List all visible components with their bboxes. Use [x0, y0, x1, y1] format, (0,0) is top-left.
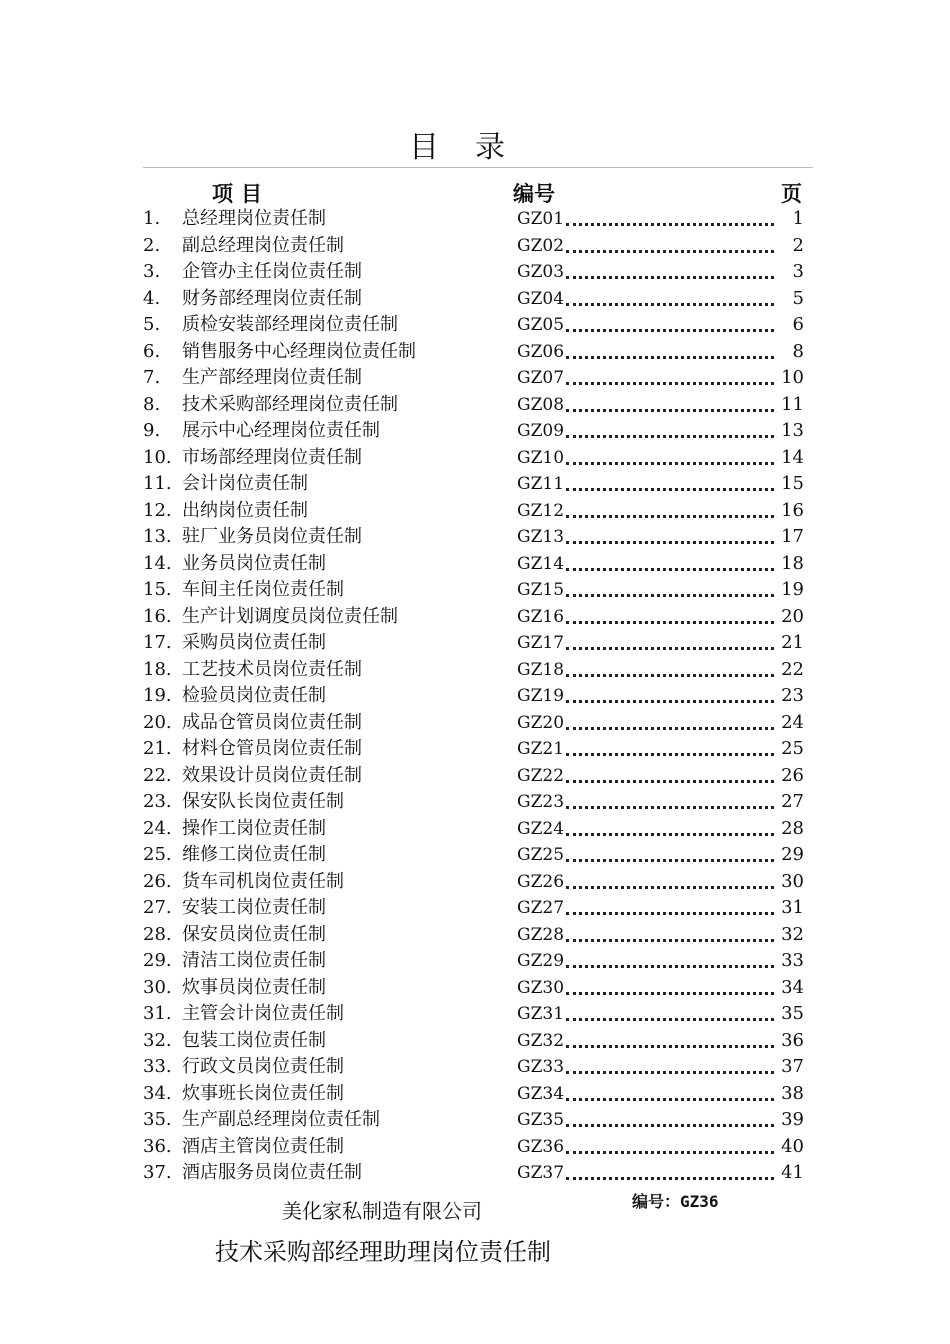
toc-entry-name: 质检安装部经理岗位责任制 — [182, 314, 398, 335]
toc-entry-page: 26 — [781, 764, 804, 786]
toc-entry-code: GZ10 — [517, 447, 565, 468]
toc-entry-name: 清洁工岗位责任制 — [182, 950, 326, 971]
toc-entry-leader — [566, 1071, 774, 1074]
toc-entry-number: 24. — [143, 817, 172, 839]
toc-entry-name: 安装工岗位责任制 — [182, 897, 326, 918]
document-code: 编号：GZ36 — [632, 1192, 719, 1211]
toc-entry[interactable] — [0, 869, 950, 896]
toc-entry-leader — [566, 621, 774, 624]
toc-entry-code: GZ26 — [517, 871, 565, 892]
toc-entry-page: 6 — [792, 314, 804, 335]
toc-entry-number: 2. — [143, 234, 161, 256]
toc-entry-code: GZ25 — [517, 845, 565, 865]
toc-entry-number: 1. — [143, 208, 161, 229]
toc-entry-page: 11 — [781, 393, 804, 415]
toc-entry-page: 3 — [792, 261, 804, 282]
toc-entry-name: 成品仓管员岗位责任制 — [182, 711, 362, 733]
toc-entry-code: GZ31 — [517, 1004, 565, 1024]
toc-entry-name: 市场部经理岗位责任制 — [182, 446, 362, 468]
toc-entry-code: GZ22 — [517, 765, 565, 786]
toc-entry[interactable] — [0, 630, 950, 657]
toc-entry-page: 5 — [792, 287, 804, 309]
toc-entry-code: GZ02 — [517, 235, 565, 256]
toc-entry-code: GZ12 — [517, 500, 565, 521]
toc-entry-leader — [566, 488, 774, 491]
toc-entry-leader — [566, 1151, 774, 1154]
document-title: 技术采购部经理助理岗位责任制 — [215, 1238, 551, 1266]
toc-entry-number: 25. — [143, 844, 172, 865]
toc-entry-page: 23 — [781, 685, 804, 706]
toc-entry-number: 29. — [143, 950, 172, 971]
toc-entry-code: GZ27 — [517, 898, 565, 918]
toc-entry-leader — [566, 1098, 774, 1101]
toc-entry-name: 技术采购部经理岗位责任制 — [182, 393, 398, 415]
toc-entry-page: 39 — [781, 1109, 804, 1130]
toc-entry[interactable] — [0, 551, 950, 578]
toc-entry-code: GZ32 — [517, 1030, 565, 1051]
toc-entry-number: 21. — [143, 738, 172, 759]
header-item: 项目 — [212, 182, 270, 206]
toc-entry-page: 16 — [781, 499, 804, 521]
toc-entry-leader — [566, 806, 774, 809]
toc-entry[interactable] — [0, 1001, 950, 1028]
toc-entry-name: 材料仓管员岗位责任制 — [182, 738, 362, 759]
toc-entry-leader — [566, 1124, 774, 1127]
toc-entry-number: 36. — [143, 1135, 172, 1157]
toc-entry-number: 32. — [143, 1029, 172, 1051]
toc-entry-name: 保安队长岗位责任制 — [182, 791, 344, 812]
toc-entry-code: GZ30 — [517, 977, 565, 998]
toc-entry-leader — [566, 594, 774, 597]
toc-entry[interactable] — [0, 789, 950, 816]
toc-entry-number: 15. — [143, 579, 172, 600]
toc-entry-name: 生产部经理岗位责任制 — [182, 367, 362, 388]
toc-entry-leader — [566, 223, 774, 226]
toc-entry-code: GZ29 — [517, 951, 565, 971]
toc-entry-name: 维修工岗位责任制 — [182, 844, 326, 865]
header-page: 页 — [781, 182, 802, 206]
toc-entry[interactable] — [0, 1134, 950, 1161]
toc-entry-number: 27. — [143, 897, 172, 918]
toc-entry-number: 12. — [143, 499, 172, 521]
toc-entry-number: 22. — [143, 764, 172, 786]
toc-entry[interactable] — [0, 524, 950, 551]
toc-entry-leader — [566, 965, 774, 968]
toc-entry-number: 3. — [143, 261, 161, 282]
toc-entry[interactable] — [0, 233, 950, 260]
toc-entry[interactable] — [0, 1107, 950, 1134]
toc-entry-number: 30. — [143, 976, 172, 998]
toc-entry-name: 行政文员岗位责任制 — [182, 1056, 344, 1077]
toc-entry-number: 11. — [143, 473, 172, 494]
toc-entry-number: 18. — [143, 658, 172, 680]
toc-entry-name: 炊事员岗位责任制 — [182, 976, 326, 998]
toc-entry[interactable] — [0, 895, 950, 922]
toc-entry-code: GZ13 — [517, 527, 565, 547]
toc-entry-page: 17 — [781, 526, 804, 547]
toc-entry-code: GZ35 — [517, 1110, 565, 1130]
toc-entry-page: 33 — [781, 950, 804, 971]
toc-entry-code: GZ14 — [517, 553, 565, 574]
toc-entry[interactable] — [0, 604, 950, 631]
toc-entry-number: 7. — [143, 367, 161, 388]
toc-entry-leader — [566, 780, 774, 783]
toc-entry-page: 22 — [781, 658, 804, 680]
toc-entry[interactable] — [0, 816, 950, 843]
toc-entry-page: 2 — [792, 234, 804, 256]
toc-entry-page: 36 — [781, 1029, 804, 1051]
toc-entry-code: GZ28 — [517, 924, 565, 945]
toc-entry-leader — [566, 939, 774, 942]
toc-entry-name: 车间主任岗位责任制 — [182, 579, 344, 600]
toc-entry-page: 38 — [781, 1082, 804, 1104]
toc-entry[interactable] — [0, 657, 950, 684]
toc-entry-code: GZ05 — [517, 315, 565, 335]
toc-entry-code: GZ08 — [517, 394, 565, 415]
toc-entry-code: GZ24 — [517, 818, 565, 839]
toc-entry-page: 25 — [781, 738, 804, 759]
toc-entry-page: 1 — [792, 208, 804, 229]
toc-entry-number: 19. — [143, 685, 172, 706]
toc-entry-number: 17. — [143, 632, 172, 653]
toc-entry[interactable] — [0, 418, 950, 445]
toc-entry-number: 26. — [143, 870, 172, 892]
toc-entry-number: 8. — [143, 393, 161, 415]
toc-entry-number: 14. — [143, 552, 172, 574]
toc-entry[interactable] — [0, 683, 950, 710]
toc-entry[interactable] — [0, 339, 950, 366]
toc-entry-name: 企管办主任岗位责任制 — [182, 261, 362, 282]
toc-entry-leader — [566, 250, 774, 253]
toc-entry-leader — [566, 886, 774, 889]
toc-entry-leader — [566, 647, 774, 650]
toc-entry-leader — [566, 700, 774, 703]
toc-entry-leader — [566, 382, 774, 385]
toc-entry-page: 15 — [781, 473, 804, 494]
toc-entry-number: 33. — [143, 1056, 172, 1077]
toc-entry-code: GZ20 — [517, 712, 565, 733]
toc-entry-code: GZ11 — [517, 474, 565, 494]
toc-entry-number: 35. — [143, 1109, 172, 1130]
toc-title: 目录 — [409, 130, 541, 165]
toc-entry-leader — [566, 462, 774, 465]
toc-entry-code: GZ17 — [517, 633, 565, 653]
toc-entry-code: GZ23 — [517, 792, 565, 812]
toc-entry-page: 31 — [781, 897, 804, 918]
toc-entry-code: GZ06 — [517, 341, 565, 362]
toc-entry-name: 包装工岗位责任制 — [182, 1029, 326, 1051]
toc-entry-code: GZ15 — [517, 580, 565, 600]
toc-entry-page: 10 — [781, 367, 804, 388]
toc-entry-name: 采购员岗位责任制 — [182, 632, 326, 653]
toc-entry-name: 检验员岗位责任制 — [182, 685, 326, 706]
toc-entry-leader — [566, 541, 774, 544]
toc-entry-number: 28. — [143, 923, 172, 945]
toc-entry-page: 29 — [781, 844, 804, 865]
toc-entry-code: GZ03 — [517, 262, 565, 282]
toc-entry-name: 业务员岗位责任制 — [182, 552, 326, 574]
toc-entry-name: 展示中心经理岗位责任制 — [182, 420, 380, 441]
toc-entry-number: 37. — [143, 1162, 172, 1183]
toc-entry-page: 32 — [781, 923, 804, 945]
toc-entry-leader — [566, 356, 774, 359]
toc-entry-name: 保安员岗位责任制 — [182, 923, 326, 945]
toc-entry[interactable] — [0, 1054, 950, 1081]
toc-entry[interactable] — [0, 1028, 950, 1055]
toc-entry-code: GZ19 — [517, 686, 565, 706]
toc-entry-name: 总经理岗位责任制 — [182, 208, 326, 229]
toc-entry-page: 35 — [781, 1003, 804, 1024]
company-name: 美化家私制造有限公司 — [282, 1199, 482, 1223]
toc-entry-leader — [566, 992, 774, 995]
toc-entry-leader — [566, 912, 774, 915]
toc-entry[interactable] — [0, 763, 950, 790]
toc-entry-leader — [566, 1018, 774, 1021]
title-divider — [143, 167, 813, 168]
toc-entry-number: 5. — [143, 314, 161, 335]
toc-entry-code: GZ33 — [517, 1057, 565, 1077]
toc-entry-leader — [566, 329, 774, 332]
toc-entry[interactable] — [0, 922, 950, 949]
toc-entry-leader — [566, 409, 774, 412]
toc-entry[interactable] — [0, 259, 950, 286]
toc-entry-name: 主管会计岗位责任制 — [182, 1003, 344, 1024]
toc-entry-name: 操作工岗位责任制 — [182, 817, 326, 839]
toc-entry-page: 30 — [781, 870, 804, 892]
toc-entry[interactable] — [0, 286, 950, 313]
toc-entry-name: 工艺技术员岗位责任制 — [182, 658, 362, 680]
toc-entry-page: 14 — [781, 446, 804, 468]
toc-entry-page: 13 — [781, 420, 804, 441]
toc-entry-name: 会计岗位责任制 — [182, 473, 308, 494]
toc-entry-page: 8 — [792, 340, 804, 362]
toc-entry-leader — [566, 727, 774, 730]
toc-entry-number: 23. — [143, 791, 172, 812]
toc-entry-number: 10. — [143, 446, 172, 468]
toc-entry-name: 货车司机岗位责任制 — [182, 870, 344, 892]
toc-entry-name: 效果设计员岗位责任制 — [182, 764, 362, 786]
toc-entry-number: 9. — [143, 420, 161, 441]
toc-entry-leader — [566, 859, 774, 862]
toc-entry[interactable] — [0, 365, 950, 392]
toc-entry-leader — [566, 753, 774, 756]
toc-entry[interactable] — [0, 312, 950, 339]
toc-entry[interactable] — [0, 710, 950, 737]
toc-entry-leader — [566, 568, 774, 571]
toc-entry-code: GZ21 — [517, 739, 565, 759]
toc-entry-page: 24 — [781, 711, 804, 733]
toc-entry-name: 财务部经理岗位责任制 — [182, 287, 362, 309]
toc-entry-page: 20 — [781, 605, 804, 627]
toc-entry[interactable] — [0, 975, 950, 1002]
toc-entry[interactable] — [0, 736, 950, 763]
toc-entry-page: 28 — [781, 817, 804, 839]
toc-entry-leader — [566, 674, 774, 677]
toc-entry-page: 18 — [781, 552, 804, 574]
toc-entry-name: 生产副总经理岗位责任制 — [182, 1109, 380, 1130]
toc-entry-number: 6. — [143, 340, 161, 362]
toc-entry-name: 副总经理岗位责任制 — [182, 234, 344, 256]
toc-entry-leader — [566, 833, 774, 836]
toc-entry[interactable] — [0, 948, 950, 975]
toc-entry-name: 酒店主管岗位责任制 — [182, 1135, 344, 1157]
toc-entry-leader — [566, 1045, 774, 1048]
toc-entry[interactable] — [0, 445, 950, 472]
toc-list — [0, 206, 950, 1187]
toc-entry-name: 出纳岗位责任制 — [182, 499, 308, 521]
toc-entry[interactable] — [0, 842, 950, 869]
toc-entry-page: 19 — [781, 579, 804, 600]
toc-entry-name: 生产计划调度员岗位责任制 — [182, 605, 398, 627]
toc-entry-number: 4. — [143, 287, 161, 309]
toc-entry-number: 31. — [143, 1003, 172, 1024]
toc-entry-leader — [566, 276, 774, 279]
toc-entry-leader — [566, 303, 774, 306]
toc-entry[interactable] — [0, 471, 950, 498]
toc-entry[interactable] — [0, 206, 950, 233]
toc-entry-code: GZ37 — [517, 1163, 565, 1183]
header-code: 编号 — [513, 182, 555, 206]
toc-entry-page: 27 — [781, 791, 804, 812]
toc-entry-number: 16. — [143, 605, 172, 627]
toc-entry-number: 13. — [143, 526, 172, 547]
toc-entry-leader — [566, 435, 774, 438]
toc-entry[interactable] — [0, 498, 950, 525]
toc-entry[interactable] — [0, 392, 950, 419]
toc-entry-code: GZ01 — [517, 209, 565, 229]
toc-entry-page: 40 — [781, 1135, 804, 1157]
toc-entry-code: GZ04 — [517, 288, 565, 309]
toc-entry-name: 驻厂业务员岗位责任制 — [182, 526, 362, 547]
toc-entry-page: 21 — [781, 632, 804, 653]
toc-entry-code: GZ09 — [517, 421, 565, 441]
toc-entry[interactable] — [0, 1081, 950, 1108]
toc-entry-name: 酒店服务员岗位责任制 — [182, 1162, 362, 1183]
toc-entry[interactable] — [0, 1160, 950, 1187]
toc-entry-number: 20. — [143, 711, 172, 733]
toc-entry-page: 37 — [781, 1056, 804, 1077]
toc-entry-code: GZ34 — [517, 1083, 565, 1104]
toc-entry-page: 34 — [781, 976, 804, 998]
toc-entry-code: GZ16 — [517, 606, 565, 627]
toc-entry-code: GZ18 — [517, 659, 565, 680]
toc-entry-leader — [566, 515, 774, 518]
toc-entry-code: GZ07 — [517, 368, 565, 388]
toc-entry-name: 炊事班长岗位责任制 — [182, 1082, 344, 1104]
toc-entry-leader — [566, 1177, 774, 1180]
toc-entry-code: GZ36 — [517, 1136, 565, 1157]
toc-entry-page: 41 — [781, 1162, 804, 1183]
toc-entry[interactable] — [0, 577, 950, 604]
toc-entry-name: 销售服务中心经理岗位责任制 — [182, 340, 416, 362]
toc-entry-number: 34. — [143, 1082, 172, 1104]
